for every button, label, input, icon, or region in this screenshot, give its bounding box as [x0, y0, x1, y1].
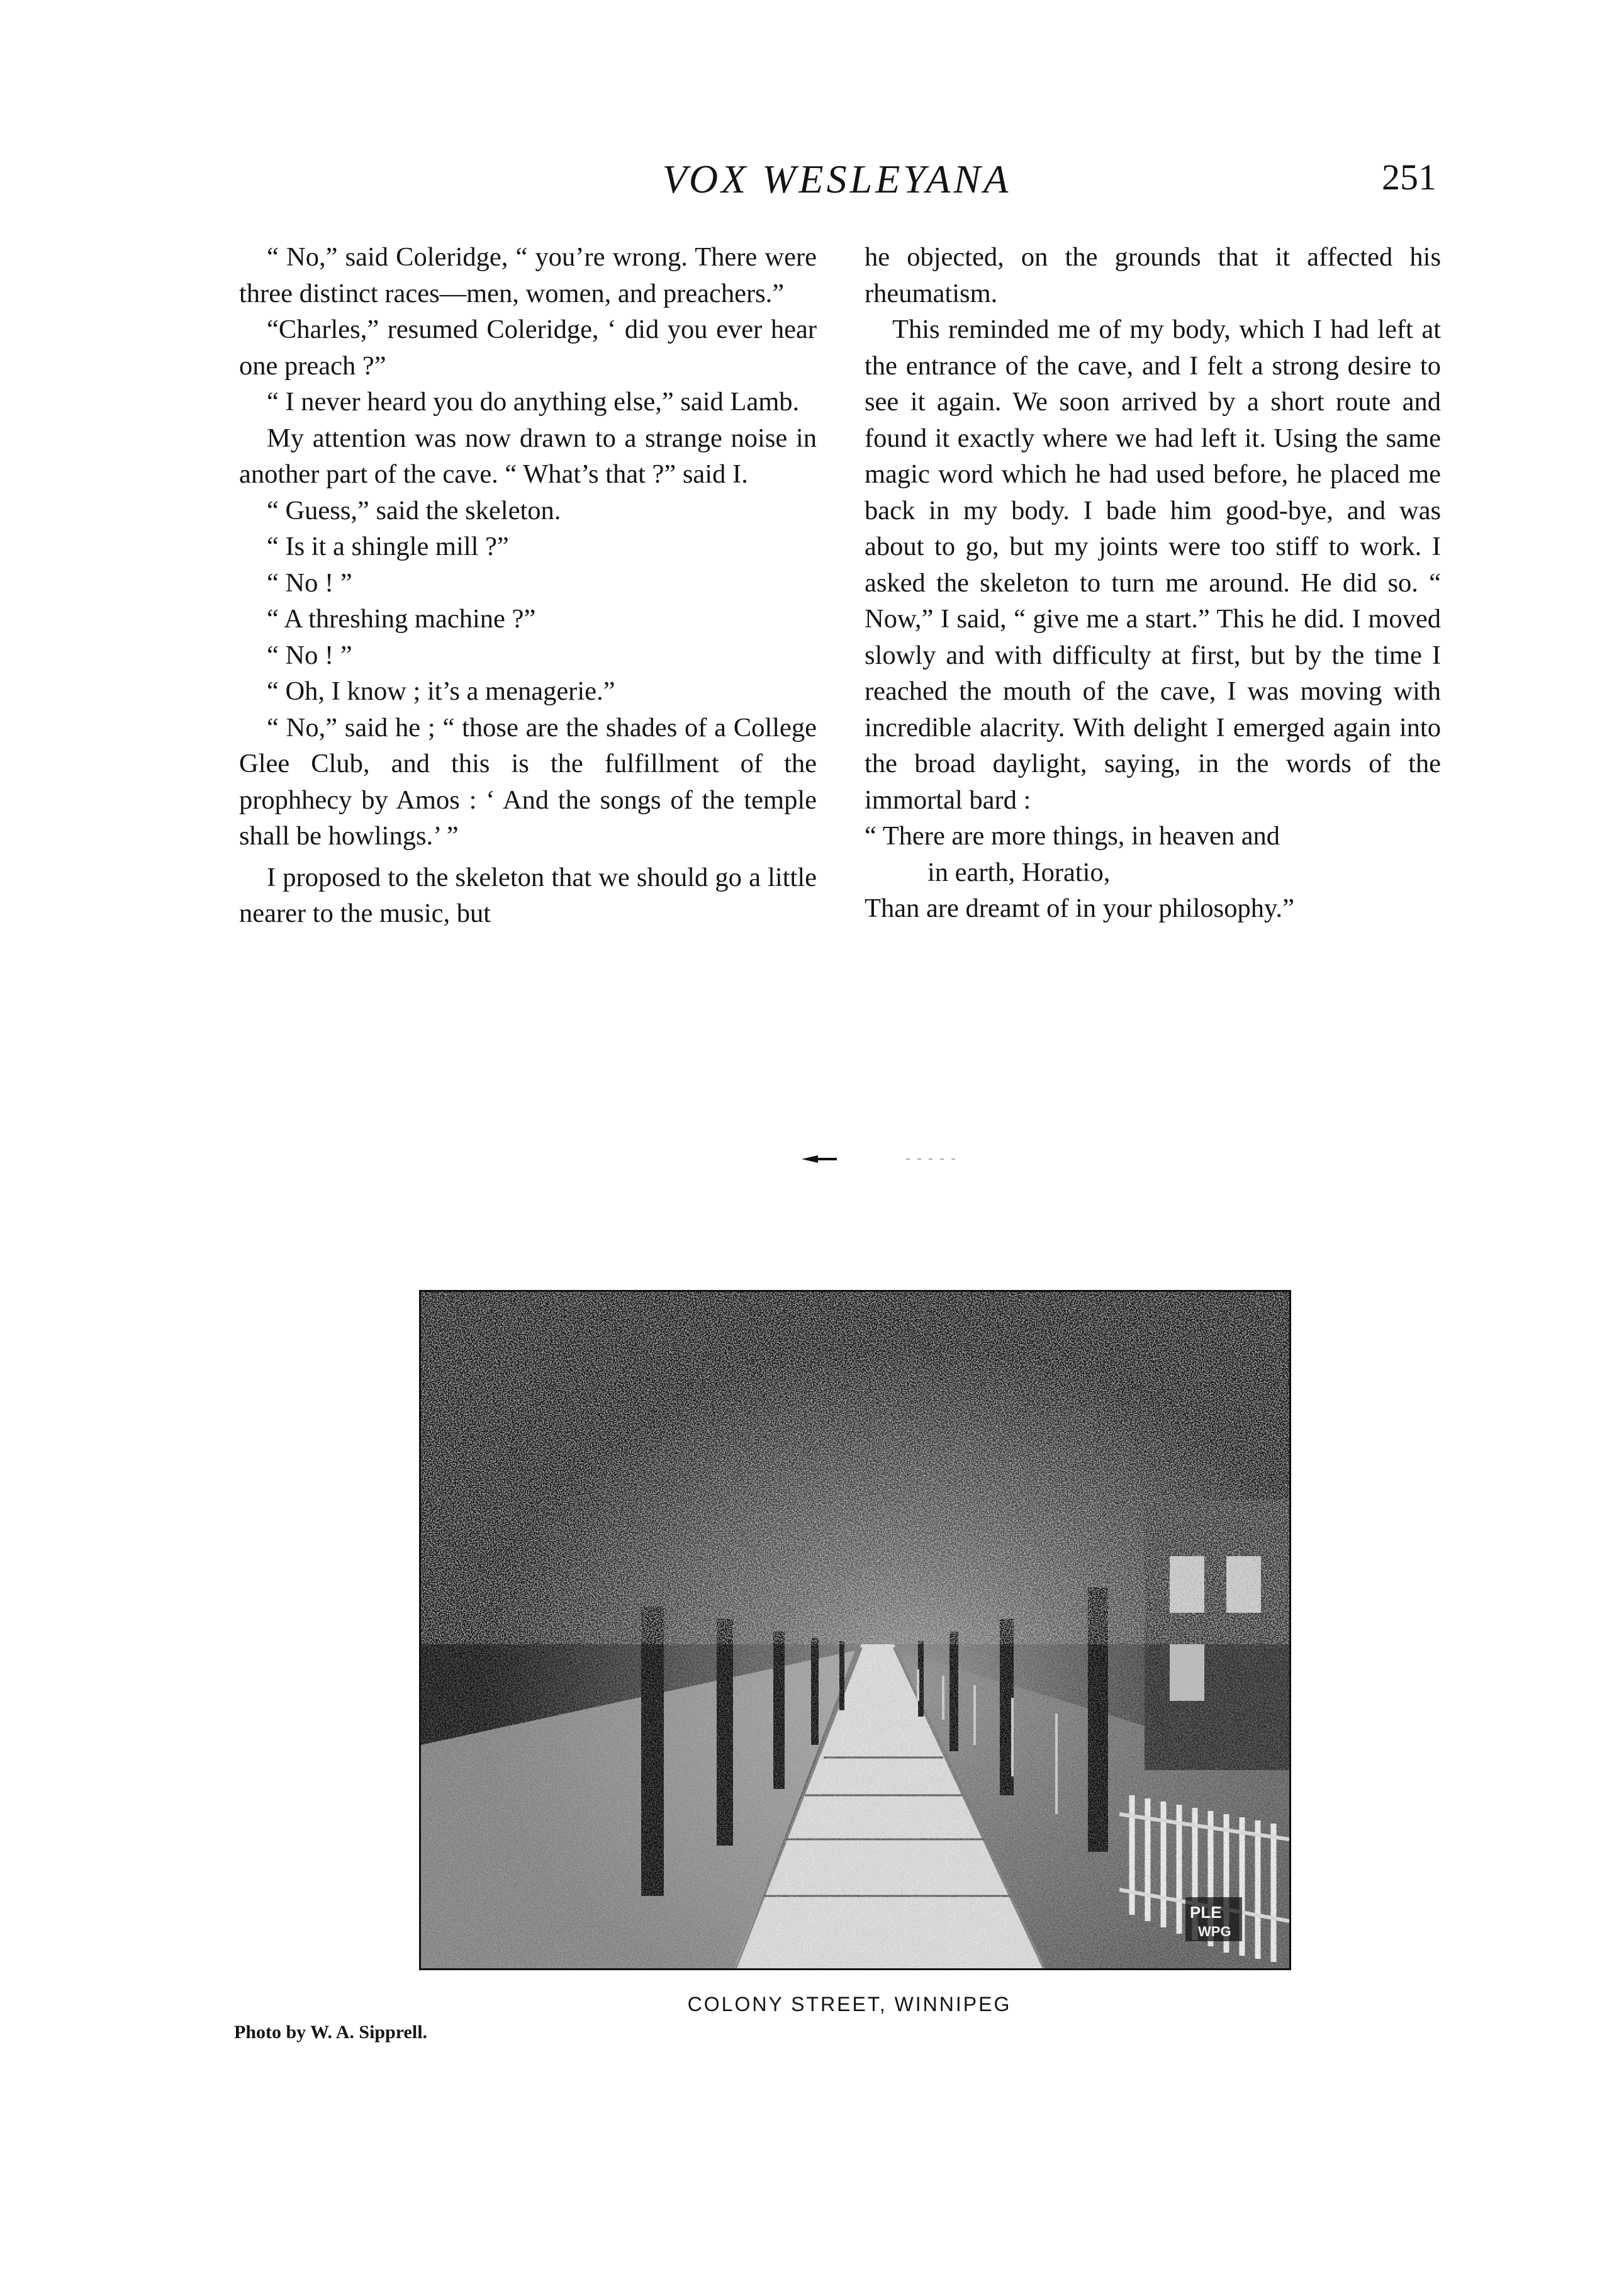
right-column	[865, 239, 1441, 927]
running-head: VOX WESLEYANA	[662, 157, 1012, 201]
quote-line: Than are dreamt of in your philosophy.”	[865, 894, 1294, 923]
street-photograph	[419, 1290, 1291, 1970]
paragraph: My attention was now drawn to a strange noise in another part of the cave. “ What’s that ?” said I.	[239, 423, 817, 489]
paragraph: “ No ! ”	[267, 640, 352, 670]
quote-line: “ There are more things, in heaven and	[865, 821, 1280, 851]
paragraph: This reminded me of my body, which I had left at the entrance of the cave, and I felt a strong desire to see it again. We soon arrived by a short route and found it exactly where we had left it. Using the same magic word which he had used before, he placed me back in my body. I bade him good-bye, and was about to go, but my joints were too stiff to work. I asked the skeleton to turn me around. He did so. “ Now,” I said, “ give me a start.” This he did. I moved slowly and with difficulty at first, but by the time I reached the mouth of the cave, I was moving with incredible alacrity. With delight I emerged again into the broad daylight, saying, in the words of the immortal bard :	[865, 315, 1441, 815]
paragraph: “ I never heard you do anything else,” said Lamb.	[267, 387, 800, 417]
engraver-mark-line: PLE	[1190, 1903, 1222, 1922]
paragraph: I proposed to the skeleton that we should go a little nearer to the music, but	[239, 862, 817, 928]
page-header	[0, 156, 1624, 213]
paragraph: “ A threshing machine ?”	[267, 604, 536, 634]
page-number: 251	[1382, 157, 1436, 198]
paragraph: “ No,” said Coleridge, “ you’re wrong. There were three distinct races—men, women, and preachers.”	[239, 242, 817, 308]
paragraph: “ Oh, I know ; it’s a menagerie.”	[267, 676, 615, 706]
paragraph: “ No,” said he ; “ those are the shades of a College Glee Club, and this is the fulfillment of the prophhecy by Amos : ‘ And the songs of the temple shall be howlings.’ ”	[239, 712, 817, 851]
photo-credit: Photo by W. A. Sipprell.	[234, 2022, 428, 2043]
paragraph: “ No ! ”	[267, 568, 352, 598]
paragraph: “Charles,” resumed Coleridge, ‘ did you ever hear one preach ?”	[239, 315, 817, 381]
paragraph: “ Guess,” said the skeleton.	[267, 495, 561, 525]
figure-caption: COLONY STREET, WINNIPEG	[687, 1993, 1012, 2015]
left-column	[239, 239, 817, 932]
quotation	[865, 818, 1441, 927]
engraver-mark-line: WPG	[1198, 1924, 1231, 1939]
quote-line: in earth, Horatio,	[927, 857, 1111, 887]
paragraph: “ Is it a shingle mill ?”	[267, 532, 509, 561]
section-divider	[799, 1153, 988, 1165]
paragraph-continuation: he objected, on the grounds that it affected his rheumatism.	[865, 242, 1441, 308]
